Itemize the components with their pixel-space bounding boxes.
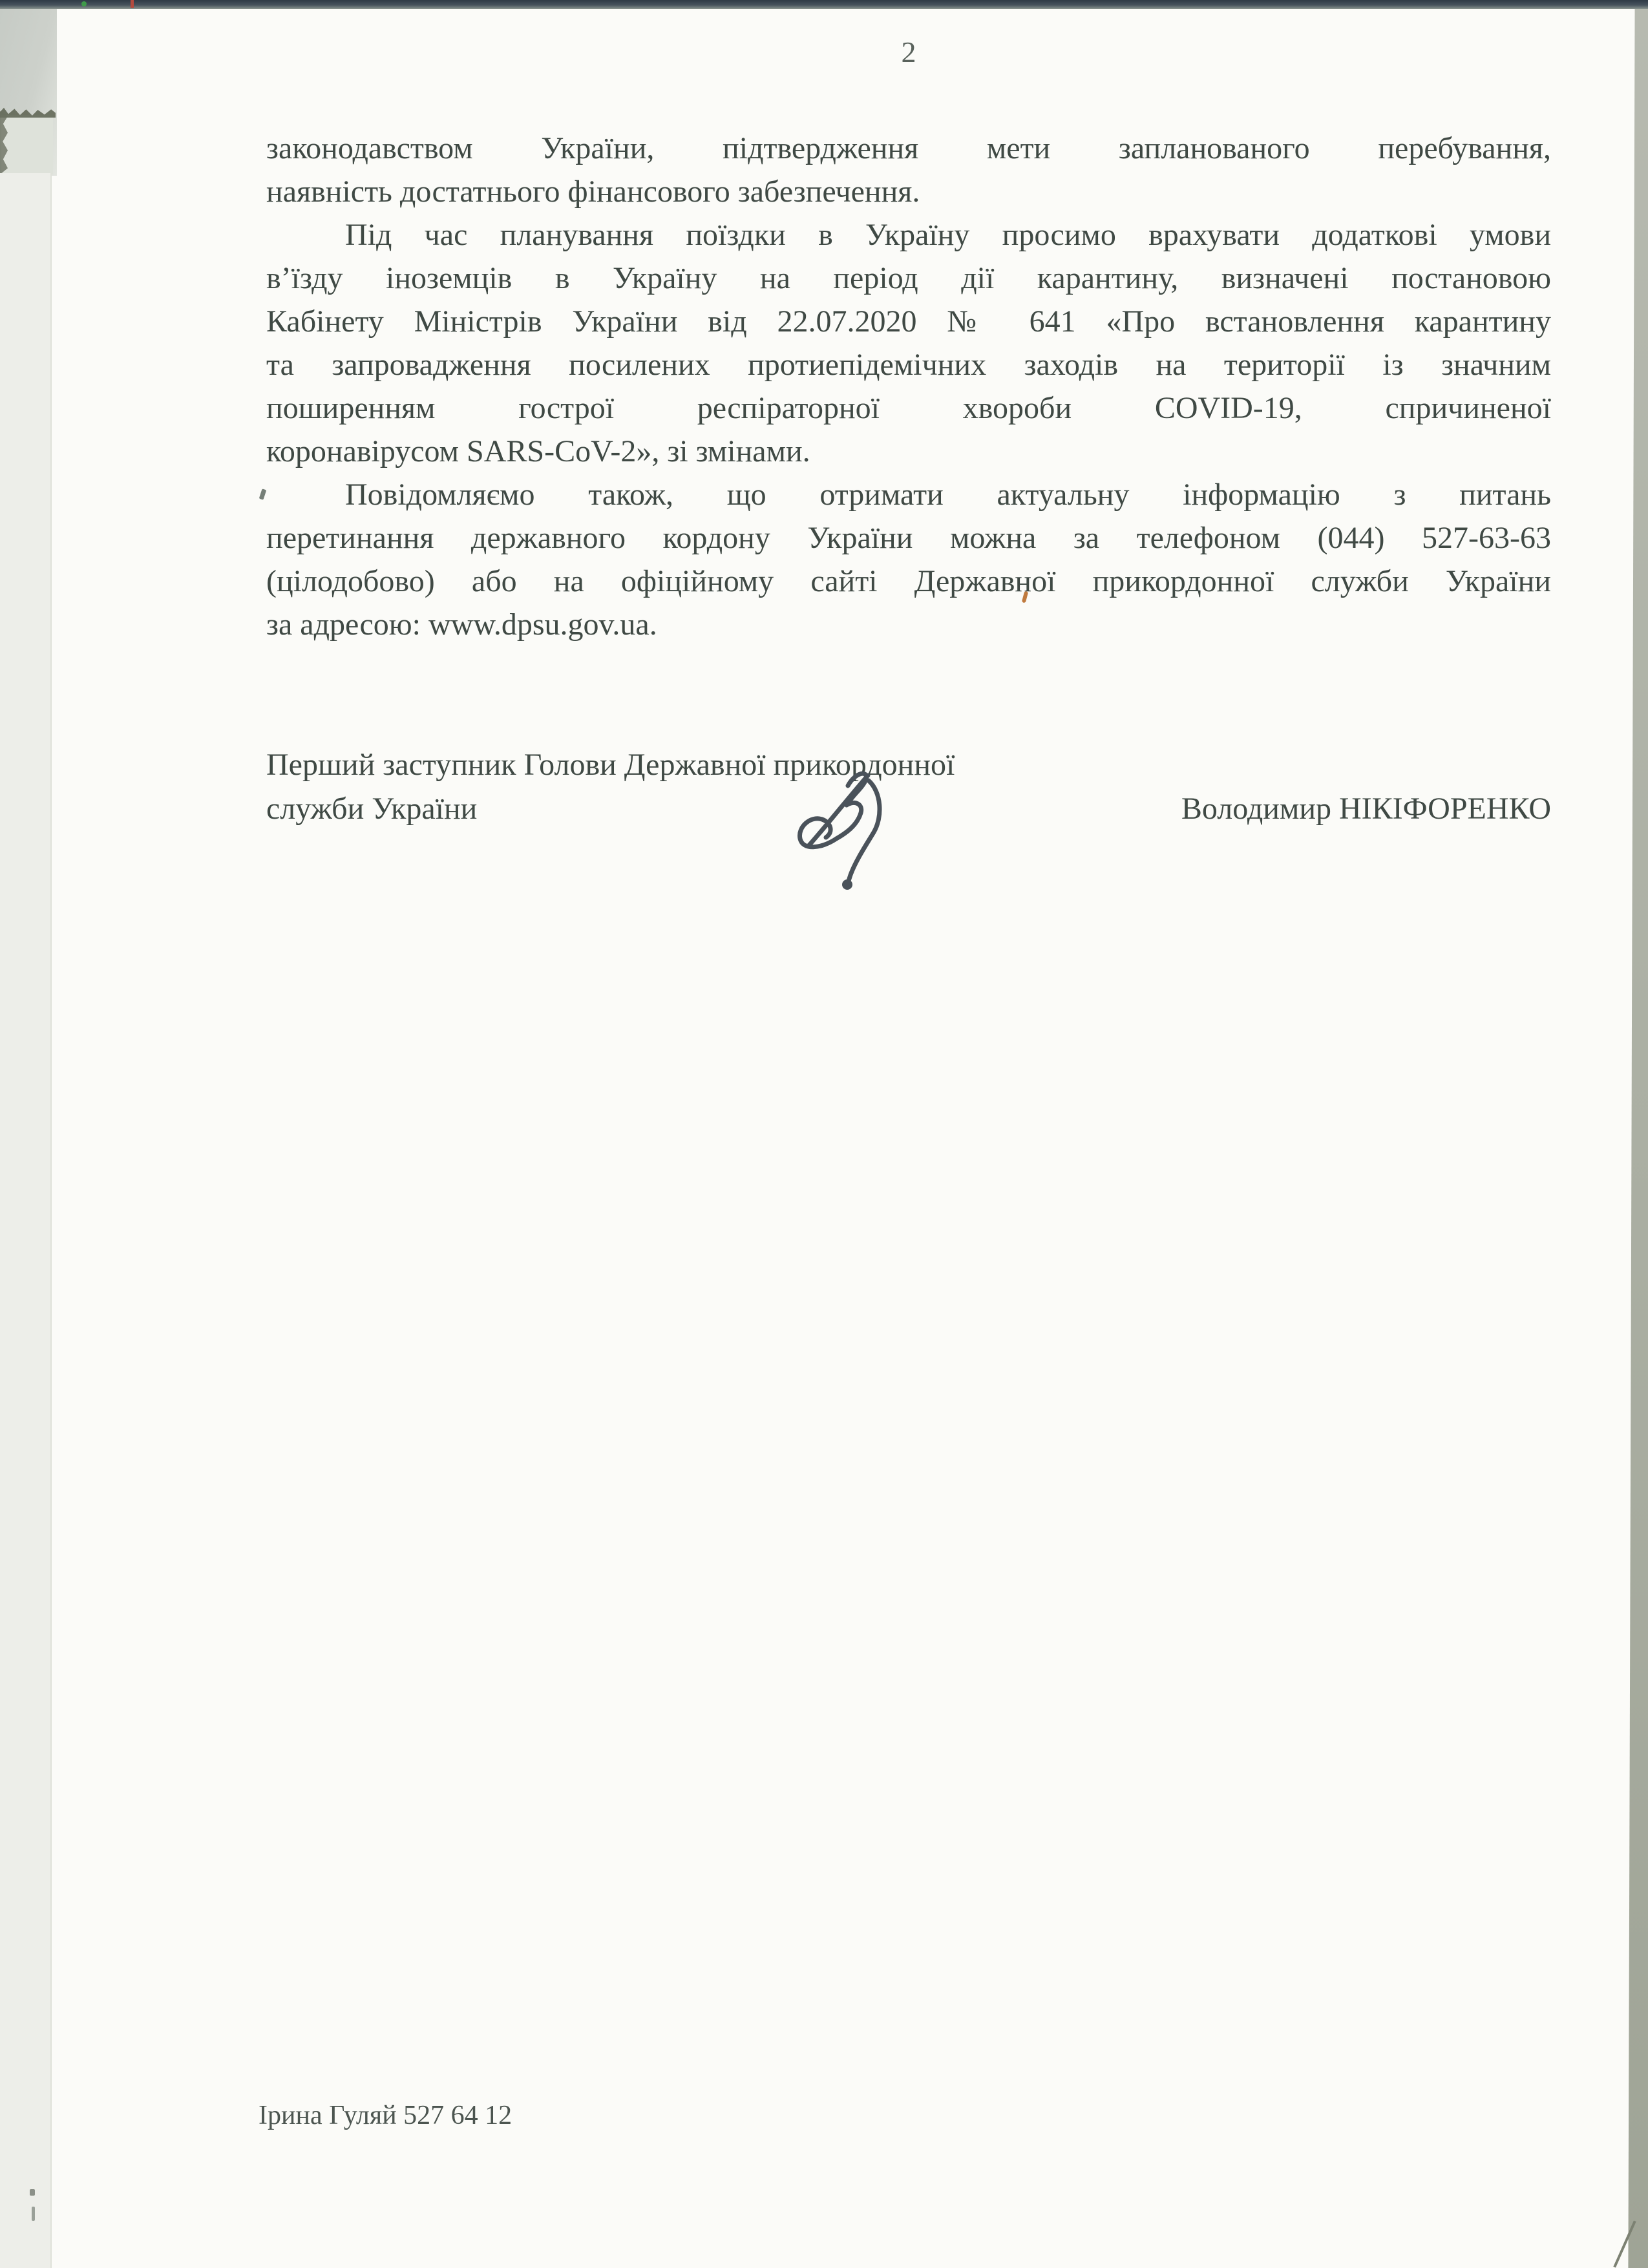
body-line: Під час планування поїздки в Україну просимо врахувати додаткові умови [345,218,1551,252]
scan-speck [131,0,134,8]
body-line: Кабінету Міністрів України від 22.07.2020 № 641 «Про встановлення карантину [266,304,1551,339]
body-line: в’їзду іноземців в Україну на період дії карантину, визначені постановою [266,261,1551,295]
scan-torn-corner-paper [1,115,53,174]
signature-scribble [783,766,900,893]
executor-contact: Ірина Гуляй 527 64 12 [259,2101,512,2130]
scan-left-page-fold [0,173,52,2268]
signer-title-line1: Перший заступник Голови Державної прикордонної [266,748,955,782]
body-line: за адресою: www.dpsu.gov.ua. [266,607,657,642]
body-line: законодавством України, підтвердження мети запланованого перебування, [266,131,1551,165]
scan-right-edge [1626,4,1648,2268]
body-line: поширенням гострої респіраторної хвороби COVID-19, спричиненої [266,391,1551,425]
scan-speck [30,2189,35,2196]
scan-top-edge [0,0,1648,9]
body-line: перетинання державного кордону України можна за телефоном (044) 527-63-63 [266,521,1551,555]
page-number: 2 [901,36,916,68]
letter-body [266,127,1551,646]
scan-speck [81,1,87,6]
body-line: наявність достатнього фінансового забезпечення. [266,174,920,209]
body-line: (цілодобово) або на офіційному сайті Державної прикордонної служби України [266,564,1551,598]
body-line: коронавірусом SARS-CoV-2», зі змінами. [266,434,810,468]
scan-speck [259,488,267,499]
body-line: Повідомляємо також, що отримати актуальну інформацію з питань [345,478,1551,512]
signer-title-line2: служби України [266,792,478,826]
scan-speck [32,2207,35,2221]
signer-name: Володимир НІКІФОРЕНКО [1181,792,1551,826]
signoff-block [266,743,1551,831]
body-line: та запровадження посилених протиепідемічних заходів на території із значним [266,348,1551,382]
